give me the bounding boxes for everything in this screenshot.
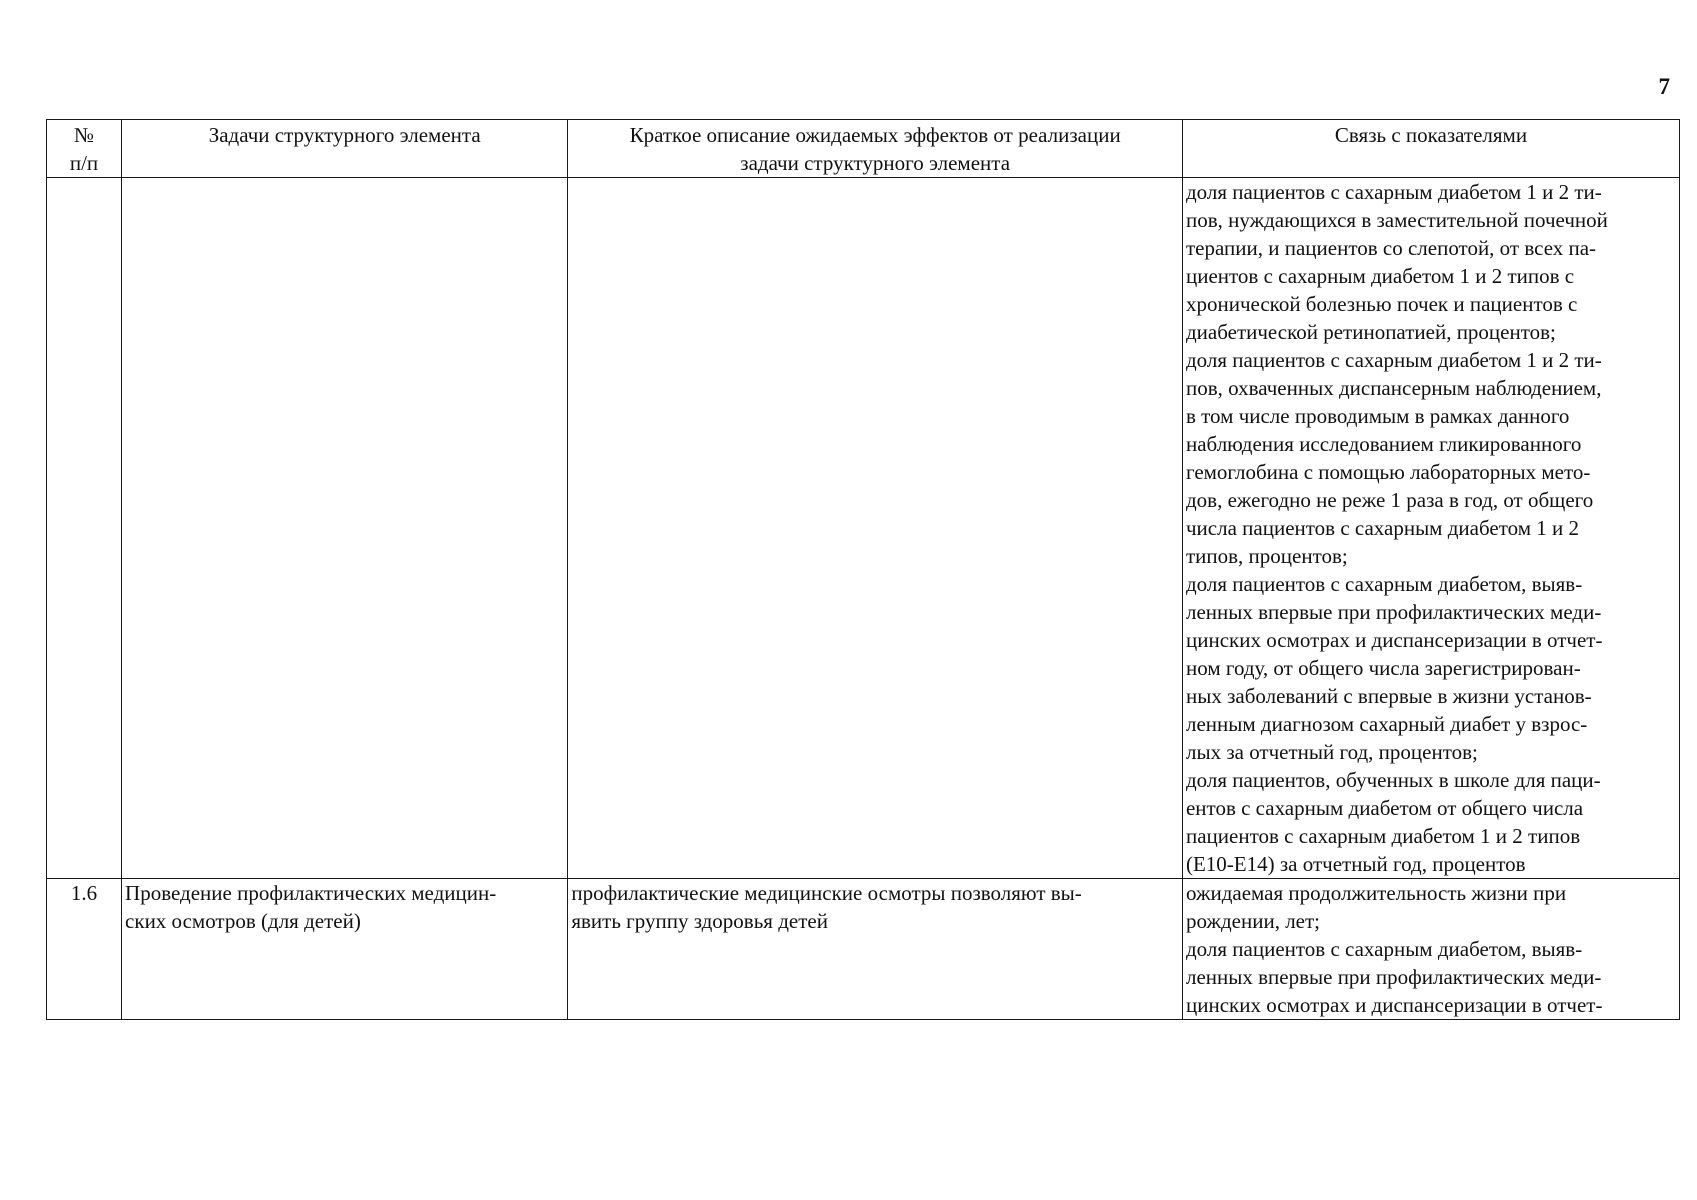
header-indicators: Связь с показателями (1182, 120, 1679, 178)
page-number: 7 (1658, 74, 1670, 99)
header-effects: Краткое описание ожидаемых эффектов от реализации задачи структурного элемента (568, 120, 1183, 178)
header-number: № п/п (47, 120, 122, 178)
indicators-table (46, 119, 1680, 1020)
row-indicators: ожидаемая продолжительность жизни при рождении, лет; доля пациентов с сахарным диабетом, выяв- ленных впервые при профилактических меди- цинских осмотрах и диспансеризации в отчет- (1182, 879, 1679, 1020)
row-effect: профилактические медицинские осмотры позволяют вы- явить группу здоровья детей (568, 879, 1183, 1020)
table-row (47, 879, 1680, 1020)
header-tasks: Задачи структурного элемента (122, 120, 568, 178)
row-indicators: доля пациентов с сахарным диабетом 1 и 2 ти- пов, нуждающихся в заместительной почечной терапии, и пациентов со слепотой, от всех па- циентов с сахарным диабетом 1 и 2 типов с хронической болезнью почек и пациентов с диабетической ретинопатией, процентов; доля пациентов с сахарным диабетом 1 и 2 ти- пов, охваченных диспансерным наблюдением, в том числе проводимым в рамках данного наблюдения исследованием гликированного гемоглобина с помощью лабораторных мето- дов, ежегодно не реже 1 раза в год, от общего числа пациентов с сахарным диабетом 1 и 2 типов, процентов; доля пациентов с сахарным диабетом, выяв- ленных впервые при профилактических меди- цинских осмотрах и диспансеризации в отчет- ном году, от общего числа зарегистрирован- ных заболеваний с впервые в жизни установ- ленным диагнозом сахарный диабет у взрос- лых за отчетный год, процентов; доля пациентов, обученных в школе для паци- ентов с сахарным диабетом от общего числа пациентов с сахарным диабетом 1 и 2 типов (Е10-Е14) за отчетный год, процентов (1182, 178, 1679, 879)
table-header-row (47, 120, 1680, 178)
row-number (47, 178, 122, 879)
row-number: 1.6 (47, 879, 122, 1020)
row-task (122, 178, 568, 879)
table-row (47, 178, 1680, 879)
row-effect (568, 178, 1183, 879)
row-task: Проведение профилактических медицин- ских осмотров (для детей) (122, 879, 568, 1020)
